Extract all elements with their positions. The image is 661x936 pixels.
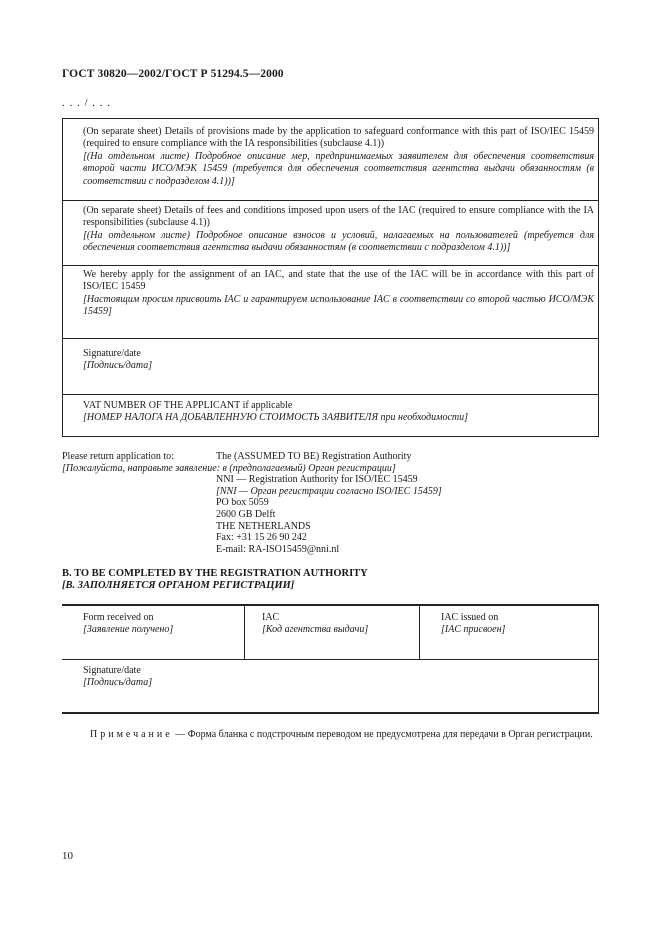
registration-authority-table: [62, 604, 599, 714]
vat-label-ru: [НОМЕР НАЛОГА НА ДОБАВЛЕННУЮ СТОИМОСТЬ ЗАЯВИТЕЛЯ при необходимости]: [83, 412, 469, 424]
address-line-2: [NNI — Орган регистрации согласно ISO/IEC 15459]: [216, 485, 442, 497]
section-b-heading-en: B. TO BE COMPLETED BY THE REGISTRATION AUTHORITY: [62, 568, 368, 579]
signature-label-ru: [Подпись/дата]: [83, 360, 153, 372]
applicant-details-table: [62, 118, 599, 437]
form-received-label-en: Form received on: [83, 612, 154, 623]
email-address: E-mail: RA-ISO15459@nni.nl: [216, 543, 340, 555]
authority-name: The (ASSUMED TO BE) Registration Authority: [216, 451, 412, 462]
provisions-row: [63, 119, 598, 201]
address-line-3: PO box 5059: [216, 497, 269, 509]
cell-divider: [244, 606, 245, 660]
vat-row: [63, 395, 598, 438]
fax-number: Fax: +31 15 26 90 242: [216, 532, 307, 544]
provisions-text-ru: [(На отдельном листе) Подробное описание мер, предпринимаемых заявителем для обеспечения соответствия второй части ИСО/МЭК 15459 (требуется для обеспечения соответствия агентства выдачи обязанностям (в соответствии с подразделом 4.1))]: [83, 150, 594, 187]
ra-fields-row: [62, 606, 598, 660]
section-b-heading: [62, 568, 368, 592]
form-received-label-ru: [Заявление получено]: [83, 624, 174, 636]
signature-row: [63, 339, 598, 395]
form-received-cell: [83, 612, 173, 637]
statement-text-en: We hereby apply for the assignment of an IAC, and state that the use of the IAC will be in accordance with this part of ISO/IEC 15459: [83, 269, 594, 293]
iac-label-en: IAC: [262, 612, 280, 623]
iac-label-ru: [Код агентства выдачи]: [262, 624, 369, 636]
cell-divider: [419, 606, 420, 660]
vat-label-en: VAT NUMBER OF THE APPLICANT if applicable: [83, 400, 293, 411]
fees-text-en: (On separate sheet) Details of fees and conditions imposed upon users of the IAC (required to ensure compliance with the IA responsibilities (subclause 4.1)): [83, 205, 594, 229]
return-label-en: Please return application to:: [62, 451, 174, 462]
application-statement-row: [63, 266, 598, 339]
address-line-5: THE NETHERLANDS: [216, 520, 311, 532]
return-label-ru: [Пожалуйста, направьте заявление: в (предполагаемый) Орган регистрации]: [62, 462, 396, 474]
section-b-heading-ru: [В. ЗАПОЛНЯЕТСЯ ОРГАНОМ РЕГИСТРАЦИИ]: [62, 580, 295, 591]
address-line-4: 2600 GB Delft: [216, 508, 276, 520]
iac-issued-cell: [441, 612, 505, 637]
iac-issued-label-en: IAC issued on: [441, 612, 499, 623]
footnote: [62, 729, 599, 741]
ra-signature-label-en: Signature/date: [83, 665, 141, 676]
page-number: 10: [62, 850, 73, 862]
iac-issued-label-ru: [IAC присвоен]: [441, 624, 506, 636]
ra-signature-label-ru: [Подпись/дата]: [83, 677, 153, 689]
ra-signature-cell: [83, 665, 152, 690]
fees-row: [63, 201, 598, 266]
note-body: — Форма бланка с подстрочным переводом не предусмотрена для передачи в Орган регистрации.: [172, 729, 593, 740]
return-address-block: [62, 451, 602, 555]
continuation-mark: . . . / . . .: [62, 97, 112, 109]
provisions-text-en: (On separate sheet) Details of provisions made by the application to safeguard conformance with this part of ISO/IEC 15459 (required to ensure compliance with the IA responsibilities (subclause 4.1)): [83, 126, 594, 150]
address-line-1: NNI — Registration Authority for ISO/IEC 15459: [216, 474, 418, 486]
statement-text-ru: [Настоящим просим присвоить IAC и гарантируем использование IAC в соответствии со второй частью ИСО/МЭК 15459]: [83, 293, 594, 318]
signature-label-en: Signature/date: [83, 348, 141, 359]
standard-title: ГОСТ 30820—2002/ГОСТ Р 51294.5—2000: [62, 68, 284, 80]
iac-cell: [262, 612, 368, 637]
fees-text-ru: [(На отдельном листе) Подробное описание взносов и условий, налагаемых на пользователей (требуется для обеспечения соответствия агентства выдачи обязанностям (в соответствии с подразделом 4.1))]: [83, 229, 594, 254]
note-heading: Примечание: [90, 729, 173, 740]
